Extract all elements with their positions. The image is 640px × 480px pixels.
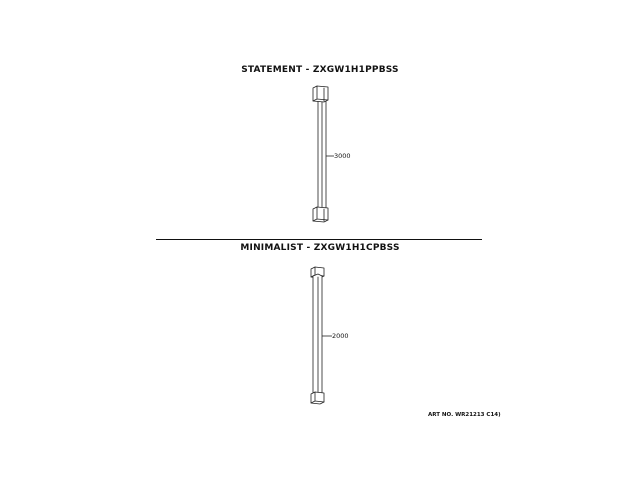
art-number: ART NO. WR21213 C14)	[428, 412, 501, 418]
minimalist-section-title: MINIMALIST - ZXGW1H1CPBSS	[240, 243, 400, 253]
statement-part-callout: 3000	[334, 152, 351, 160]
minimalist-handle-bar	[313, 274, 322, 398]
statement-handle-illustration	[313, 86, 334, 222]
minimalist-part-callout: 2000	[332, 332, 349, 340]
statement-section-title: STATEMENT - ZXGW1H1PPBSS	[241, 65, 399, 75]
minimalist-handle-illustration	[311, 267, 332, 404]
section-divider	[156, 239, 482, 240]
